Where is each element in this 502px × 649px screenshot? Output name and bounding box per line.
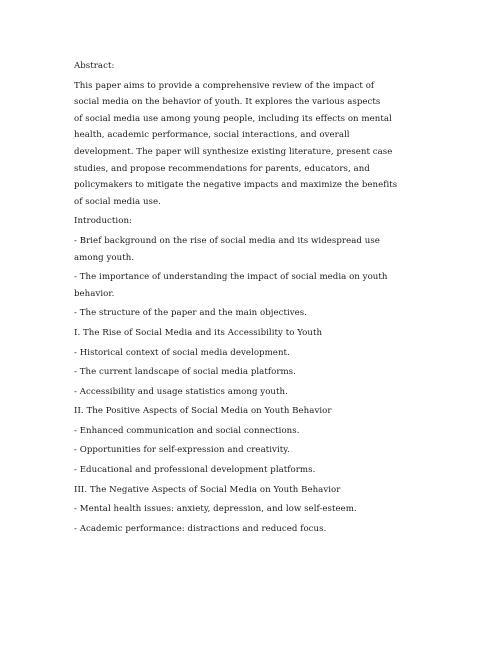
- introduction-item-1-line: - Brief background on the rise of social media and its widespread use: [74, 235, 380, 246]
- introduction-heading: Introduction:: [74, 216, 132, 227]
- document-body: [74, 58, 456, 537]
- abstract-line: studies, and propose recommendations for parents, educators, and: [74, 163, 370, 174]
- section-3-heading: III. The Negative Aspects of Social Media on Youth Behavior: [74, 484, 341, 495]
- section-3-item: - Mental health issues: anxiety, depression, and low self-esteem.: [74, 504, 357, 515]
- section-2-item: - Enhanced communication and social connections.: [74, 425, 300, 436]
- abstract-line: of social media use among young people, including its effects on mental: [74, 113, 392, 124]
- abstract-line: development. The paper will synthesize existing literature, present case: [74, 146, 393, 157]
- section-3-item: - Academic performance: distractions and reduced focus.: [74, 523, 327, 534]
- abstract-line: social media on the behavior of youth. It explores the various aspects: [74, 97, 381, 108]
- section-1-item: - Accessibility and usage statistics among youth.: [74, 386, 288, 397]
- section-2-item: - Opportunities for self-expression and creativity.: [74, 445, 290, 456]
- abstract-line: of social media use.: [74, 196, 161, 207]
- introduction-item-2-line: - The importance of understanding the impact of social media on youth: [74, 272, 388, 283]
- section-2-item: - Educational and professional development platforms.: [74, 465, 316, 476]
- section-1-heading: I. The Rise of Social Media and its Accessibility to Youth: [74, 327, 323, 338]
- abstract-line: policymakers to mitigate the negative impacts and maximize the benefits: [74, 180, 398, 191]
- section-2-heading: II. The Positive Aspects of Social Media on Youth Behavior: [74, 406, 332, 417]
- introduction-item-3: - The structure of the paper and the main objectives.: [74, 308, 308, 319]
- section-1-item: - Historical context of social media development.: [74, 347, 290, 358]
- abstract-heading: Abstract:: [74, 61, 115, 71]
- abstract-line: health, academic performance, social interactions, and overall: [74, 130, 350, 141]
- abstract-line: This paper aims to provide a comprehensive review of the impact of: [74, 80, 375, 91]
- introduction-item-1-line: among youth.: [74, 252, 135, 263]
- introduction-item-2-line: behavior.: [74, 288, 115, 299]
- section-1-item: - The current landscape of social media platforms.: [74, 367, 296, 378]
